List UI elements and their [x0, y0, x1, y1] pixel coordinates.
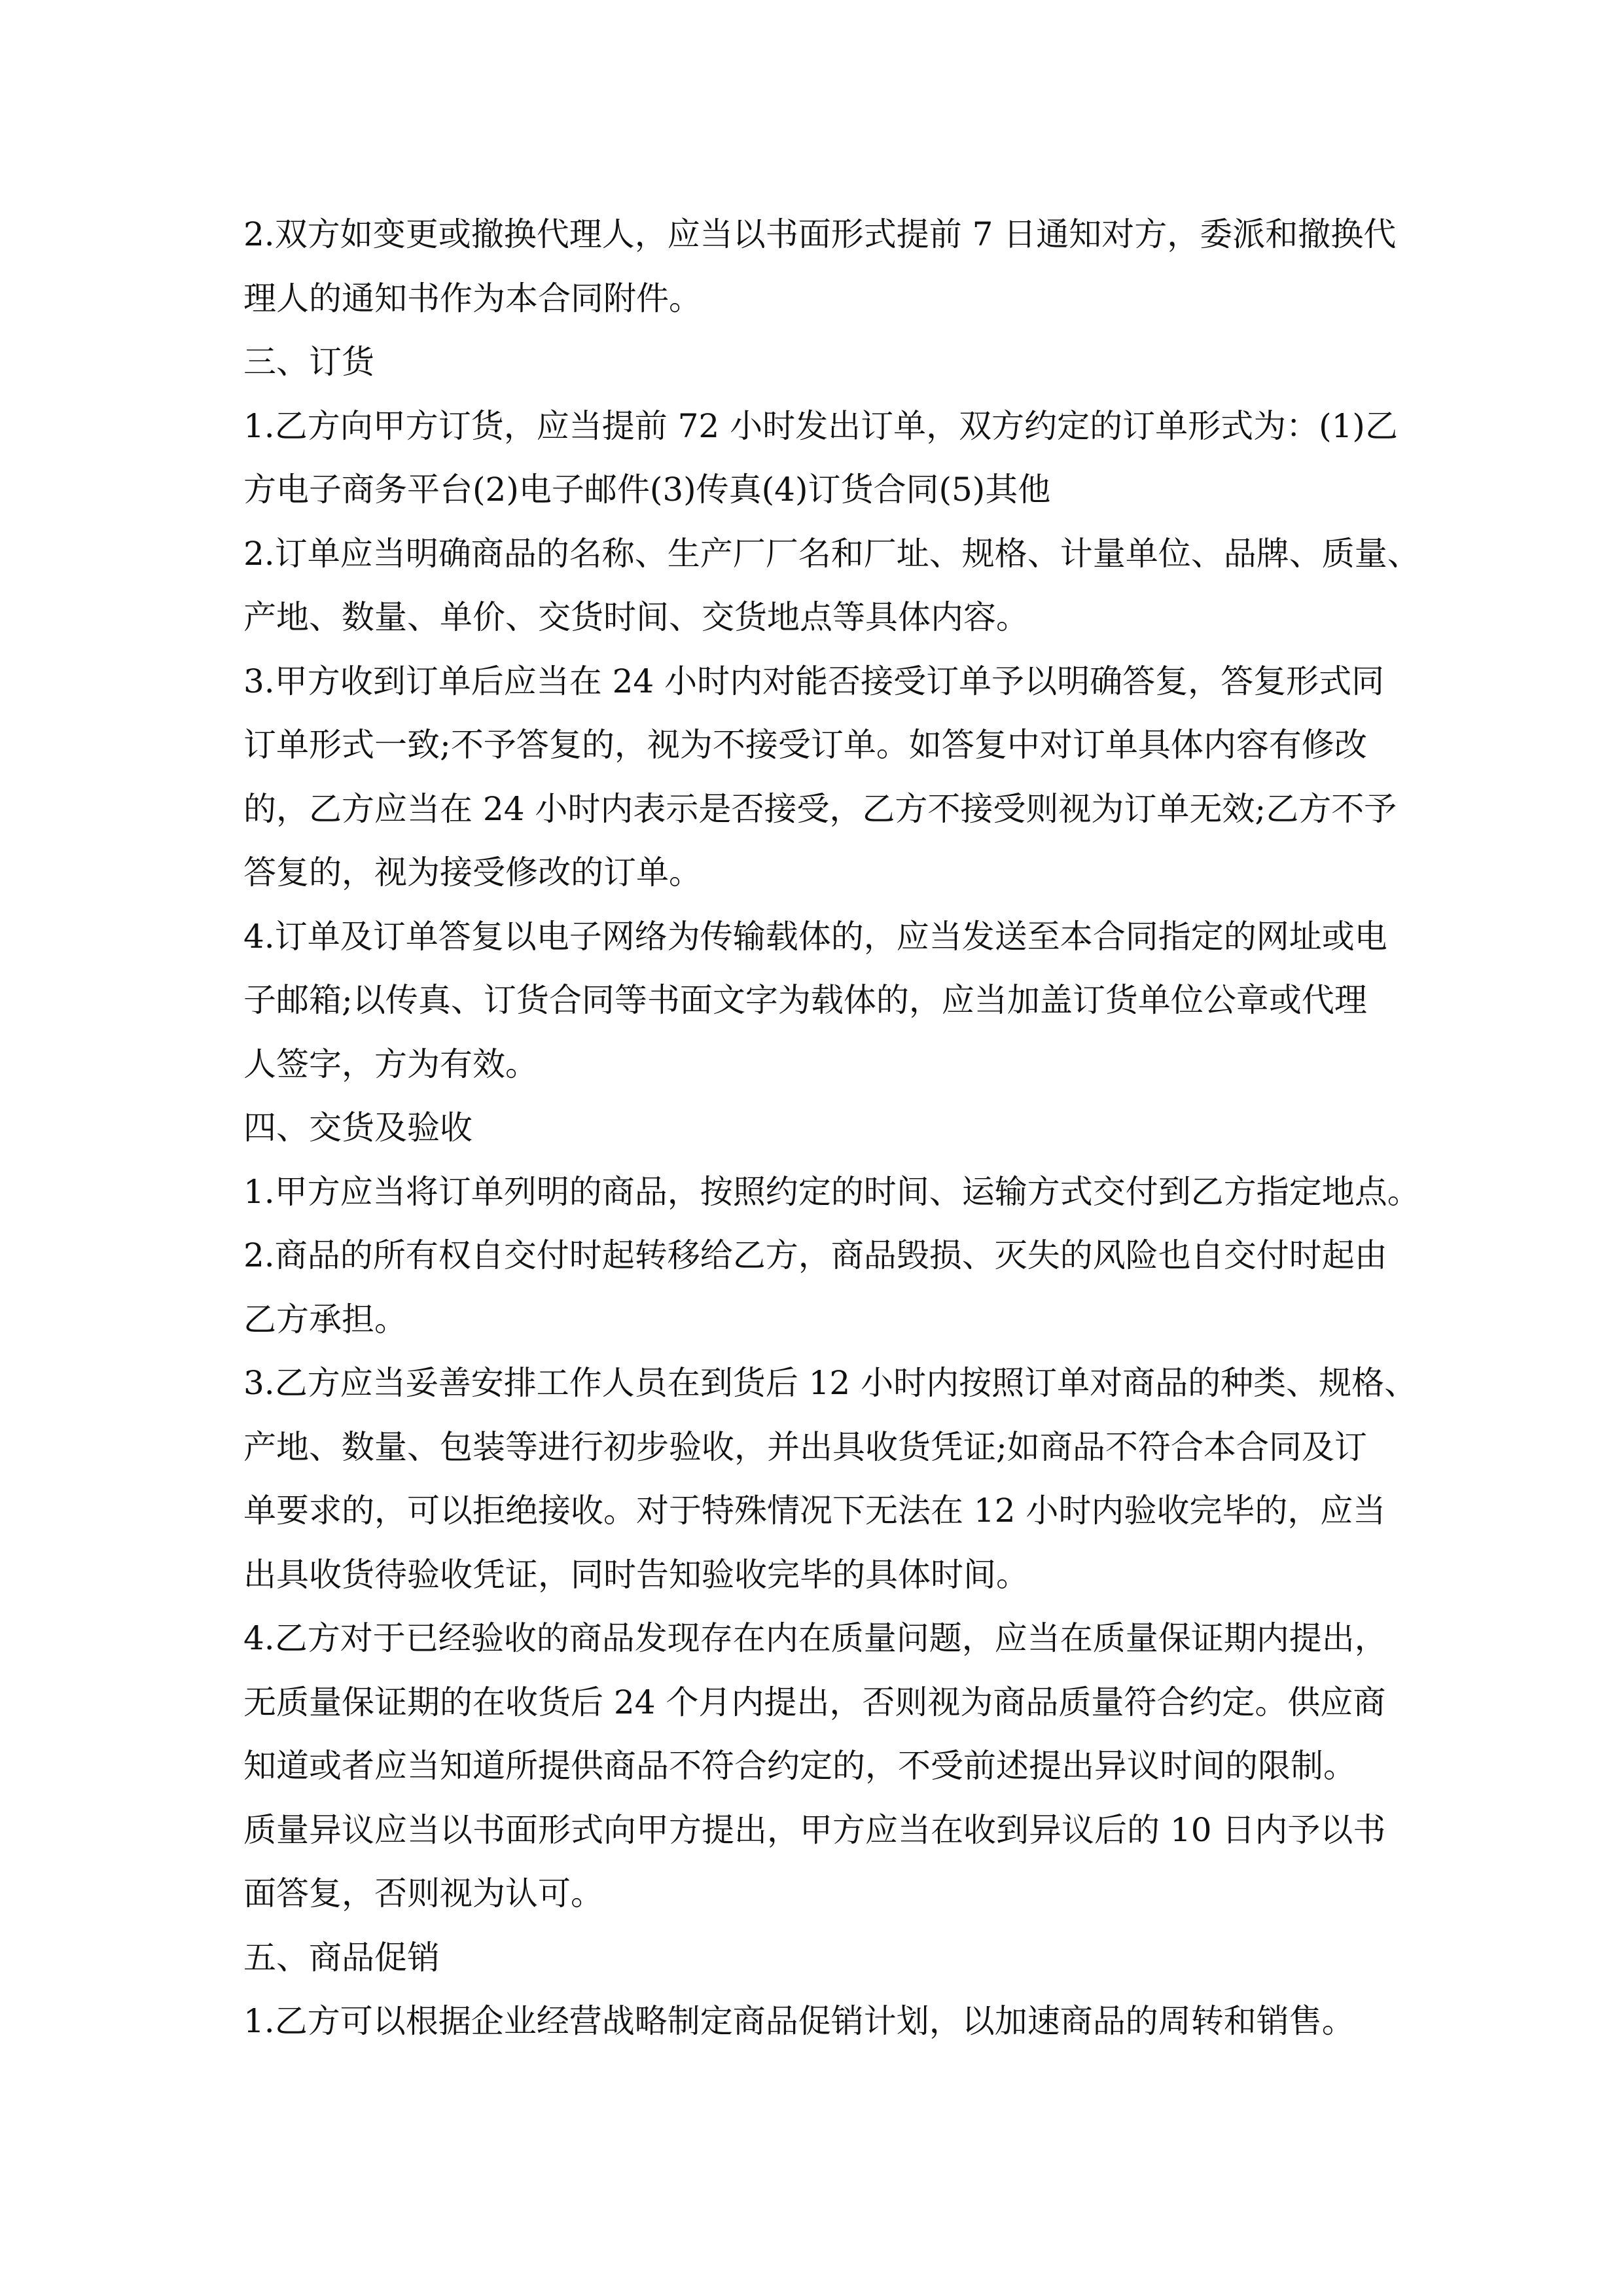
paragraph-line: 产地、数量、包装等进行初步验收，并出具收货凭证;如商品不符合本合同及订 — [243, 1427, 1367, 1466]
paragraph-line: 答复的，视为接受修改的订单。 — [243, 853, 702, 891]
paragraph-line: 知道或者应当知道所提供商品不符合约定的，不受前述提出异议时间的限制。 — [243, 1747, 1356, 1785]
paragraph-line: 2.商品的所有权自交付时起转移给乙方，商品毁损、灭失的风险也自交付时起由 — [243, 1236, 1387, 1274]
section-heading: 四、交货及验收 — [243, 1109, 473, 1147]
paragraph-line: 订单形式一致;不予答复的，视为不接受订单。如答复中对订单具体内容有修改 — [243, 726, 1367, 764]
paragraph-line: 面答复，否则视为认可。 — [243, 1874, 603, 1912]
paragraph-line: 无质量保证期的在收货后 24 个月内提出，否则视为商品质量符合约定。供应商 — [243, 1683, 1386, 1721]
paragraph-line: 子邮箱;以传真、订货合同等书面文字为载体的，应当加盖订货单位公章或代理 — [243, 981, 1367, 1019]
paragraph-line: 2.双方如变更或撤换代理人，应当以书面形式提前 7 日通知对方，委派和撤换代 — [243, 215, 1397, 253]
paragraph-line: 单要求的，可以拒绝接收。对于特殊情况下无法在 12 小时内验收完毕的，应当 — [243, 1492, 1386, 1530]
paragraph-line: 4.乙方对于已经验收的商品发现存在内在质量问题，应当在质量保证期内提出， — [243, 1619, 1387, 1657]
section-heading: 三、订货 — [243, 343, 374, 381]
paragraph-line: 1.乙方可以根据企业经营战略制定商品促销计划，以加速商品的周转和销售。 — [243, 2002, 1355, 2040]
paragraph-line: 理人的通知书作为本合同附件。 — [243, 279, 702, 317]
paragraph-line: 人签字，方为有效。 — [243, 1045, 538, 1083]
paragraph-line: 3.乙方应当妥善安排工作人员在到货后 12 小时内按照订单对商品的种类、规格、 — [243, 1364, 1418, 1402]
paragraph-line: 产地、数量、单价、交货时间、交货地点等具体内容。 — [243, 598, 1029, 636]
paragraph-line: 1.乙方向甲方订货，应当提前 72 小时发出订单，双方约定的订单形式为：(1)乙 — [243, 406, 1398, 445]
paragraph-line: 1.甲方应当将订单列明的商品，按照约定的时间、运输方式交付到乙方指定地点。 — [243, 1172, 1420, 1211]
paragraph-line: 出具收货待验收凭证，同时告知验收完毕的具体时间。 — [243, 1555, 1029, 1594]
paragraph-line: 方电子商务平台(2)电子邮件(3)传真(4)订货合同(5)其他 — [243, 471, 1051, 509]
paragraph-line: 的，乙方应当在 24 小时内表示是否接受，乙方不接受则视为订单无效;乙方不予 — [243, 789, 1397, 828]
paragraph-line: 4.订单及订单答复以电子网络为传输载体的，应当发送至本合同指定的网址或电 — [243, 917, 1387, 956]
paragraph-line: 2.订单应当明确商品的名称、生产厂厂名和厂址、规格、计量单位、品牌、质量、 — [243, 534, 1420, 573]
document-body — [243, 203, 1420, 2054]
paragraph-line: 质量异议应当以书面形式向甲方提出，甲方应当在收到异议后的 10 日内予以书 — [243, 1810, 1386, 1849]
section-heading: 五、商品促销 — [243, 1938, 440, 1977]
paragraph-line: 3.甲方收到订单后应当在 24 小时内对能否接受订单予以明确答复，答复形式同 — [243, 662, 1385, 700]
paragraph-line: 乙方承担。 — [243, 1300, 407, 1338]
